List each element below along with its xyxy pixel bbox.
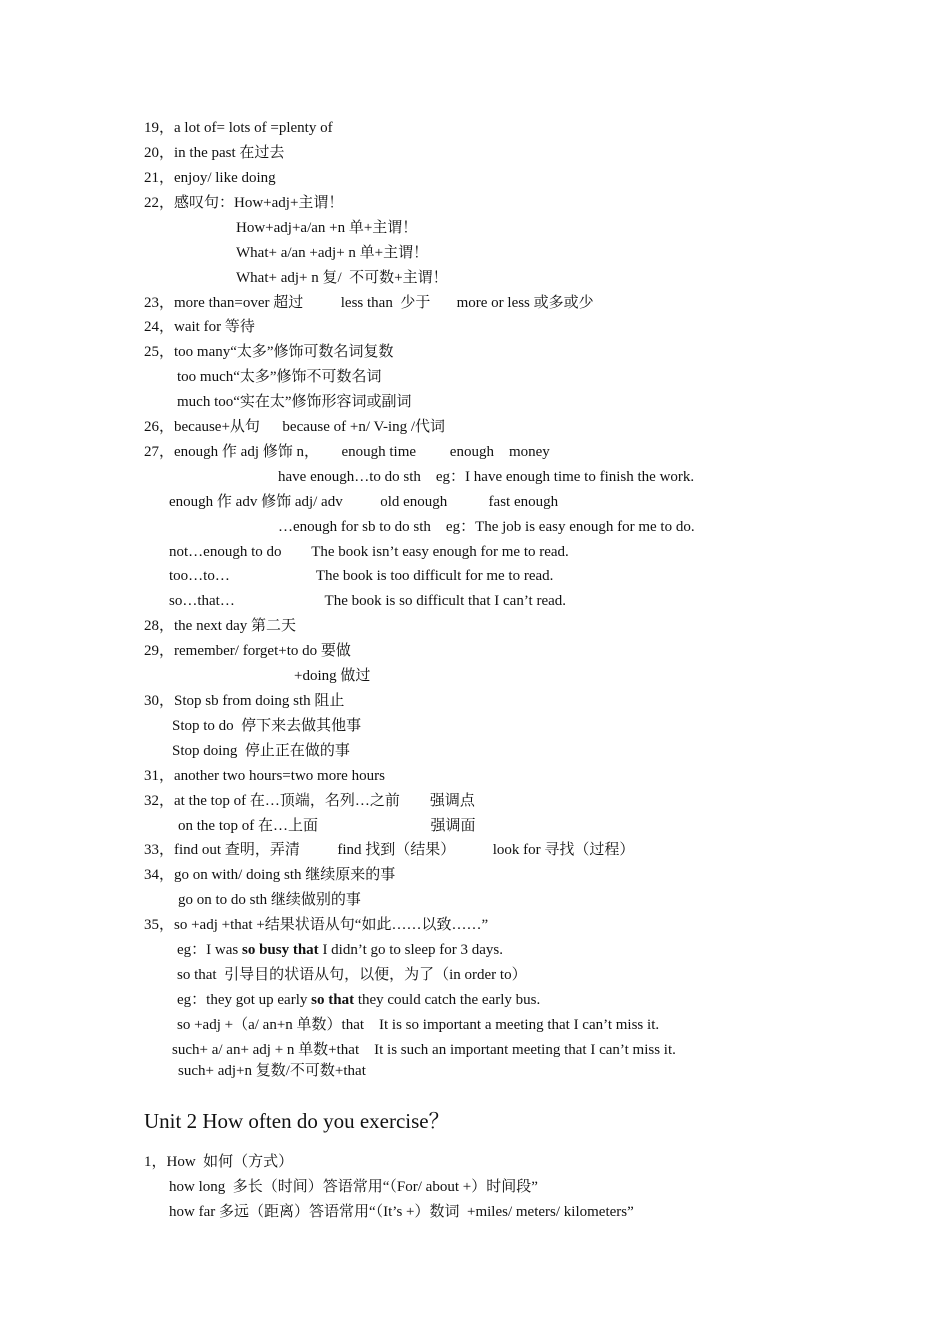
line-35d: eg：they got up early so that they could catch the early bus. xyxy=(177,992,541,1008)
line-30b: Stop to do 停下来去做其他事 xyxy=(172,718,362,734)
line-20: 20，in the past 在过去 xyxy=(144,145,285,161)
line-27c: enough 作 adv 修饰 adj/ adv old enough fast enough xyxy=(169,494,559,510)
line-27f: too…to… The book is too difficult for me to read. xyxy=(169,568,554,584)
line-25: 25，too many“太多”修饰可数名词复数 xyxy=(144,344,394,360)
line-31: 31，another two hours=two more hours xyxy=(144,768,385,784)
line-28: 28，the next day 第二天 xyxy=(144,618,297,634)
bold-so-that: so that xyxy=(311,992,355,1008)
bold-so-busy-that: so busy that xyxy=(241,942,319,958)
line-30: 30，Stop sb from doing sth 阻止 xyxy=(144,693,345,709)
line-33: 33，find out 查明，弄清 find 找到（结果） look for 寻找（过程） xyxy=(144,842,635,858)
line-32: 32，at the top of 在…顶端，名列…之前 强调点 xyxy=(144,793,475,809)
line-35g: such+ adj+n 复数/不可数+that xyxy=(178,1063,366,1079)
line-22d: What+ adj+ n 复/ 不可数+主谓！ xyxy=(236,270,448,286)
line-35e: so +adj +（a/ an+n 单数）that It is so important a meeting that I can’t miss it. xyxy=(177,1017,660,1033)
line-29b: +doing 做过 xyxy=(294,668,371,684)
line-27b: have enough…to do sth eg：I have enough time to finish the work. xyxy=(278,469,695,485)
unit-heading: Unit 2 How often do you exercise？ xyxy=(144,1109,450,1133)
line-35f: such+ a/ an+ adj + n 单数+that It is such an important meeting that I can’t miss it. xyxy=(172,1042,676,1058)
line-34: 34，go on with/ doing sth 继续原来的事 xyxy=(144,867,396,883)
line-21: 21，enjoy/ like doing xyxy=(144,170,276,186)
line-22c: What+ a/an +adj+ n 单+主谓！ xyxy=(236,245,429,261)
line-22: 22，感叹句：How+adj+主谓！ xyxy=(144,195,344,211)
line-27d: …enough for sb to do sth eg：The job is easy enough for me to do. xyxy=(278,519,695,535)
line-27: 27，enough 作 adj 修饰 n， enough time enough money xyxy=(144,444,550,460)
line-27e: not…enough to do The book isn’t easy enough for me to read. xyxy=(169,544,569,560)
line-35b: eg：I was so busy that I didn’t go to sleep for 3 days. xyxy=(177,942,503,958)
line-25c: much too“实在太”修饰形容词或副词 xyxy=(177,394,412,410)
line-29: 29，remember/ forget+to do 要做 xyxy=(144,643,351,659)
unit2-line-1: 1，How 如何（方式） xyxy=(144,1154,294,1170)
line-26: 26，because+从句 because of +n/ V-ing /代词 xyxy=(144,419,446,435)
line-32b: on the top of 在…上面 强调面 xyxy=(178,818,476,834)
unit2-line-1b: how long 多长（时间）答语常用“（For/ about +）时间段” xyxy=(169,1179,538,1195)
line-22b: How+adj+a/an +n 单+主谓！ xyxy=(236,220,418,236)
line-35: 35，so +adj +that +结果状语从句“如此……以致……” xyxy=(144,917,489,933)
line-19: 19，a lot of= lots of =plenty of xyxy=(144,120,333,136)
line-34b: go on to do sth 继续做别的事 xyxy=(178,892,361,908)
line-25b: too much“太多”修饰不可数名词 xyxy=(177,369,382,385)
line-30c: Stop doing 停止正在做的事 xyxy=(172,743,350,759)
unit2-line-1c: how far 多远（距离）答语常用“（It’s +）数词 +miles/ meters/ kilometers” xyxy=(169,1204,634,1220)
line-35c: so that 引导目的状语从句，以便，为了（in order to） xyxy=(177,967,527,983)
line-24: 24，wait for 等待 xyxy=(144,319,255,335)
line-23: 23，more than=over 超过 less than 少于 more or less 或多或少 xyxy=(144,295,594,311)
line-27g: so…that… The book is so difficult that I can’t read. xyxy=(169,593,567,609)
